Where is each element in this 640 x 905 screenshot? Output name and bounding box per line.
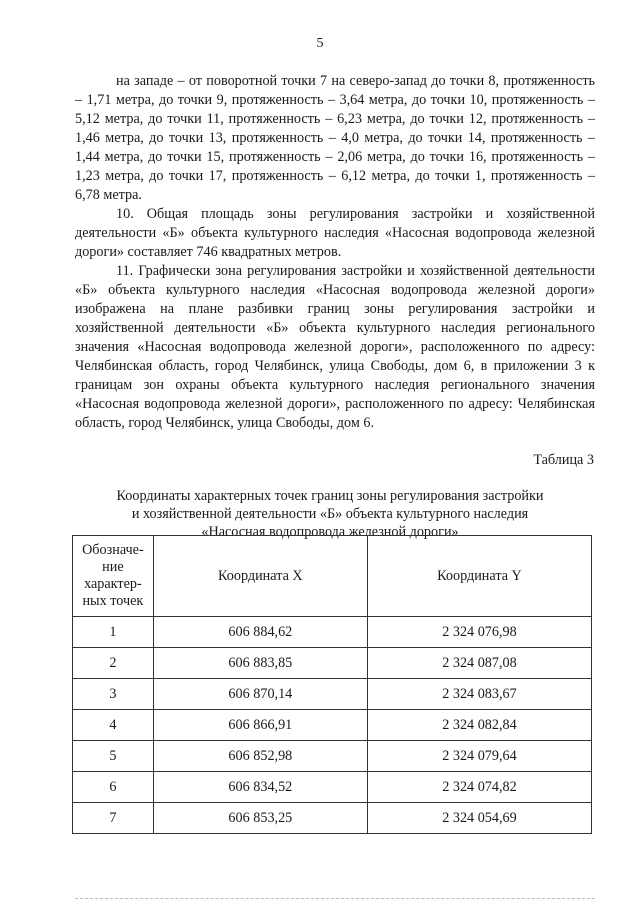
cell-point: 5	[73, 741, 154, 772]
cell-point: 6	[73, 772, 154, 803]
cell-y: 2 324 087,08	[367, 648, 591, 679]
paragraph-continuation-text: на западе – от поворотной точки 7 на северо-запад до точки 8, протяженность – 1,71 метра, до точки 9, протяженность – 3,64 метра, до точки 10, протяженность – 5,12 метра, до точки 11, протяженность – 6,23 метра, до точки 12, протяженность – 1,46 метра, до точки 13, протяженность – 4,0 метра, до точки 14, протяженность – 1,44 метра, до точки 15, протяженность – 2,06 метра, до точки 16, протяженность – 1,23 метра, до точки 17, протяженность – 6,12 метра, до точки 1, протяженность – 6,78 метра.	[75, 73, 595, 203]
cell-point: 3	[73, 679, 154, 710]
table-row	[73, 648, 592, 679]
table-row	[73, 772, 592, 803]
table-caption	[70, 487, 590, 541]
table-label: Таблица 3	[533, 452, 594, 468]
table-caption-line-3: «Насосная водопровода железной дороги»	[201, 524, 459, 540]
paragraph-continuation	[75, 72, 595, 205]
cell-point: 1	[73, 617, 154, 648]
cell-x: 606 883,85	[153, 648, 367, 679]
table-caption-line-1: Координаты характерных точек границ зоны регулирования застройки	[116, 488, 544, 504]
bottom-divider	[75, 898, 595, 899]
cell-y: 2 324 082,84	[367, 710, 591, 741]
header-point-line-3: характер-	[84, 576, 142, 592]
header-point-line-1: Обозначе-	[82, 542, 144, 558]
header-point-line-2: ние	[102, 559, 124, 575]
header-coordinate-x: Координата X	[153, 536, 367, 617]
cell-y: 2 324 079,64	[367, 741, 591, 772]
cell-y: 2 324 054,69	[367, 803, 591, 834]
cell-y: 2 324 074,82	[367, 772, 591, 803]
cell-y: 2 324 083,67	[367, 679, 591, 710]
table-header-row	[73, 536, 592, 617]
cell-x: 606 866,91	[153, 710, 367, 741]
cell-x: 606 834,52	[153, 772, 367, 803]
cell-x: 606 853,25	[153, 803, 367, 834]
cell-point: 7	[73, 803, 154, 834]
table-caption-line-2: и хозяйственной деятельности «Б» объекта культурного наследия	[131, 506, 529, 522]
cell-x: 606 884,62	[153, 617, 367, 648]
cell-point: 2	[73, 648, 154, 679]
paragraph-10	[75, 205, 595, 262]
header-point-line-4: ных точек	[82, 593, 144, 609]
paragraph-10-text: 10. Общая площадь зоны регулирования застройки и хозяйственной деятельности «Б» объекта культурного наследия «Насосная водопровода железной дороги» составляет 746 квадратных метров.	[75, 206, 595, 260]
table-row	[73, 617, 592, 648]
table-row	[73, 741, 592, 772]
table-row	[73, 679, 592, 710]
coordinates-table	[72, 535, 592, 834]
header-point-designation	[73, 536, 154, 617]
table-row	[73, 710, 592, 741]
table-row	[73, 803, 592, 834]
header-coordinate-y: Координата Y	[367, 536, 591, 617]
paragraph-11-text: 11. Графически зона регулирования застройки и хозяйственной деятельности «Б» объекта культурного наследия «Насосная водопровода железной дороги» изображена на плане разбивки границ зоны регулирования застройки и хозяйственной деятельности «Б» объекта культурного наследия регионального значения «Насосная водопровода железной дороги», расположенного по адресу: Челябинская область, город Челябинск, улица Свободы, дом 6, в приложении 3 к границам зон охраны объекта культурного наследия регионального значения «Насосная водопровода железной дороги», расположенного по адресу: Челябинская область, город Челябинск, улица Свободы, дом 6.	[75, 263, 595, 431]
cell-point: 4	[73, 710, 154, 741]
cell-x: 606 852,98	[153, 741, 367, 772]
paragraph-11	[75, 262, 595, 433]
cell-x: 606 870,14	[153, 679, 367, 710]
page-number: 5	[316, 36, 324, 51]
cell-y: 2 324 076,98	[367, 617, 591, 648]
